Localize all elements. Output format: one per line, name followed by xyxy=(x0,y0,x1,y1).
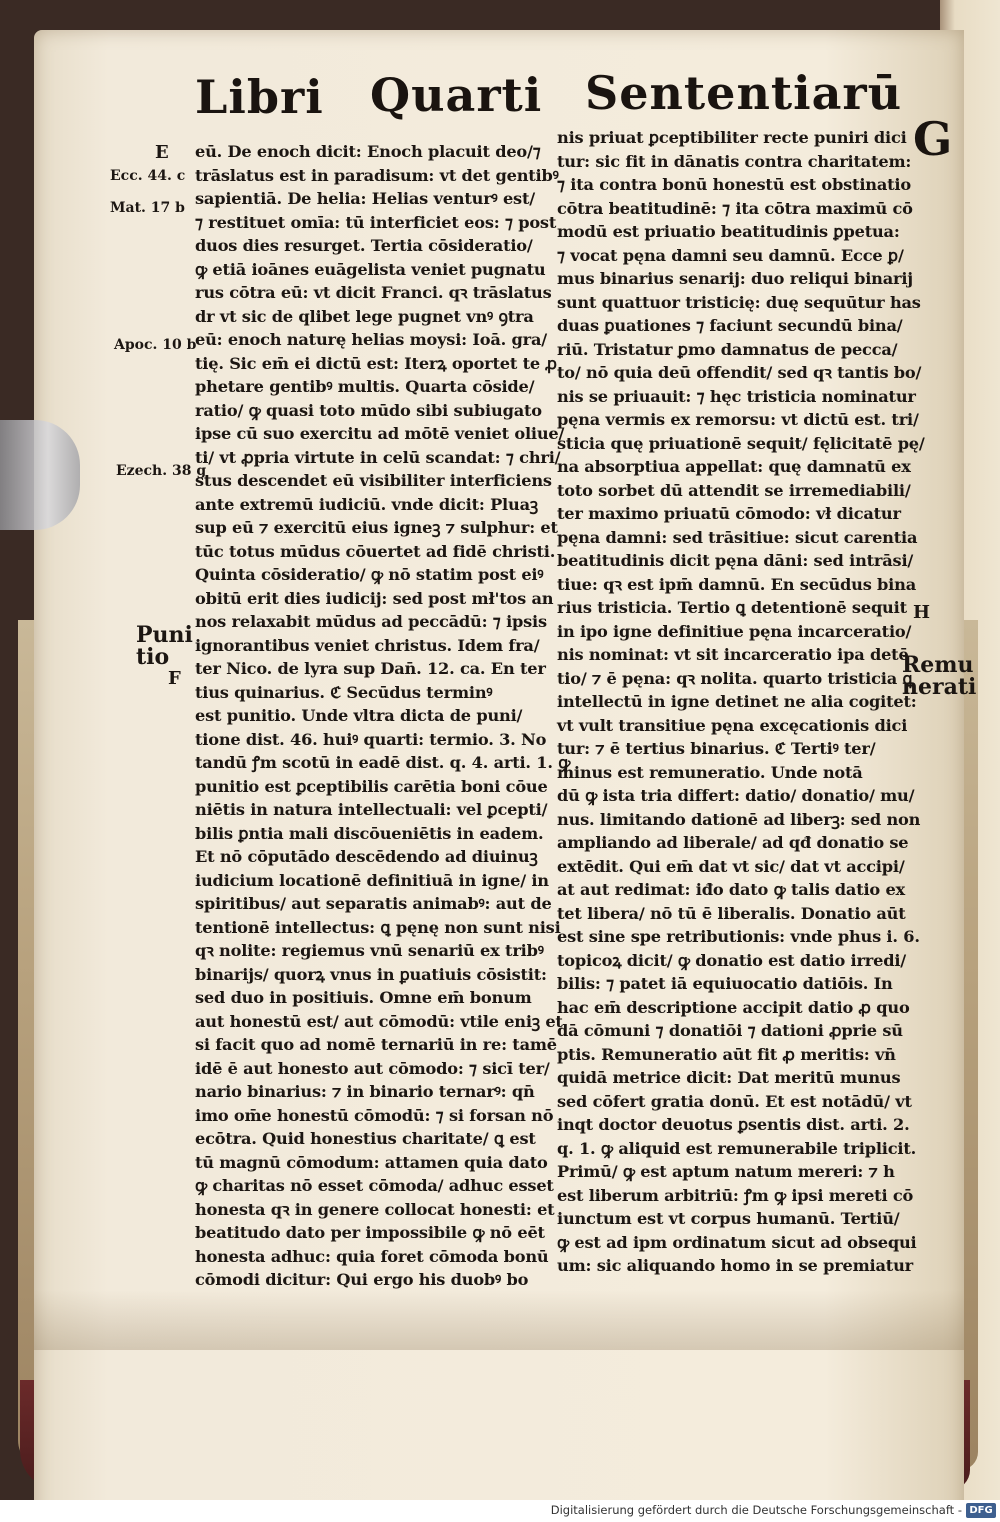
text-line: tū magnū cōmodum: attamen quia dato xyxy=(195,1152,548,1172)
text-line: quidā metrice dicit: Dat meritū munus xyxy=(557,1068,901,1087)
text-line: tet libera/ nō tū ē liberalis. Donatio aūt xyxy=(557,903,906,923)
text-line: nos relaxabit mūdus ad peccādū: ⁊ ipsis xyxy=(195,612,547,631)
text-line: beatitudo dato per impossibile ꝙ nō eēt xyxy=(195,1223,545,1242)
text-line: nis se priuauit: ⁊ hęc tristicia nominatur xyxy=(557,386,916,406)
text-line: to/ nō quia deū offendit/ sed qꝛ tantis bo/ xyxy=(557,363,922,382)
text-line: ꝙ charitas nō esset cōmoda/ adhuc esset xyxy=(195,1176,554,1195)
text-line: niētis in natura intellectuali: vel ꝑcepti/ xyxy=(195,800,548,819)
margin-mark-f: F xyxy=(168,668,181,689)
text-line: modū est priuatio beatitudinis ꝑpetua: xyxy=(557,222,900,241)
right-text-column xyxy=(557,126,925,1278)
text-line: iunctum est vt corpus humanū. Tertiū/ xyxy=(557,1209,900,1228)
text-line: punitio est ꝑceptibilis carētia boni cōue xyxy=(195,776,548,796)
text-line: tūc totus mūdus cōuertet ad fidē christi. xyxy=(195,541,556,561)
text-line: nario binarius: ⁊ in binario ternarꝰ: qn̄ xyxy=(195,1082,535,1101)
text-line: dr vt sic de qlibet lege pugnet vnꝰ ꝯtra xyxy=(195,306,534,326)
header-word-3: Sententiarū xyxy=(585,66,903,120)
book-clip xyxy=(0,420,80,530)
text-line: ꝙ est ad ipm ordinatum sicut ad obsequi xyxy=(557,1232,917,1252)
margin-ref-ezech: Ezech. 38 g xyxy=(116,463,207,479)
text-line: extēdit. Qui em̄ dat vt sic/ dat vt accipi/ xyxy=(557,856,905,876)
text-line: eū: enoch naturę helias moysi: Ioā. gra/ xyxy=(195,330,547,349)
text-line: ratio/ ꝙ quasi toto mūdo sibi subiugato xyxy=(195,400,542,420)
text-line: tentionē intellectus: ꝗ pęnę non sunt nisi xyxy=(195,917,561,937)
text-line: cōmodi dicitur: Qui ergo his duobꝰ bo xyxy=(195,1270,529,1289)
left-text-column xyxy=(195,140,571,1292)
text-line: si facit quo ad nomē ternariū in re: tamē xyxy=(195,1035,557,1054)
text-line: sup eū ⁊ exercitū eius igneꝫ ⁊ sulphur: et xyxy=(195,518,558,537)
text-line: ti/ vt ꝓpria virtute in celū scandat: ⁊ chri/ xyxy=(195,447,561,467)
text-line: sed duo in positiuis. Omne em̄ bonum xyxy=(195,988,532,1007)
text-line: tur: ⁊ ē tertius binarius. ℭ Tertiꝰ ter/ xyxy=(557,739,876,758)
text-line: sticia quę priuationē sequit/ fęlicitatē pę/ xyxy=(557,433,925,453)
text-line: in ipo igne definitiue pęna incarceratio/ xyxy=(557,621,912,641)
margin-punitio-2: tio xyxy=(136,644,170,670)
text-line: tio/ ⁊ ē pęna: qꝛ nolita. quarto tristicia ꝗ xyxy=(557,668,913,688)
text-line: ignorantibus veniet christus. Idem fra/ xyxy=(195,635,540,655)
text-line: Primū/ ꝙ est aptum natum mereri: ⁊ h xyxy=(557,1162,895,1181)
header-word-1: Libri xyxy=(195,70,324,124)
text-line: pęna vermis ex remorsu: vt dictū est. tri/ xyxy=(557,410,919,429)
text-line: eū. De enoch dicit: Enoch placuit deo/⁊ xyxy=(195,142,541,161)
text-line: aut honestū est/ aut cōmodū: vtile eniꝫ et xyxy=(195,1011,563,1031)
margin-remun-1: Remu xyxy=(902,652,974,678)
text-line: honesta qꝛ in genere collocat honesti: et xyxy=(195,1199,555,1219)
text-line: sunt quattuor tristicię: duę sequūtur has xyxy=(557,292,921,312)
text-line: dū ꝙ ista tria differt: datio/ donatio/ mu/ xyxy=(557,786,915,805)
text-line: tię. Sic em̄ ei dictū est: Iterꝝ oportet te ꝓ xyxy=(195,353,557,373)
text-line: dā cōmuni ⁊ donatiōi ⁊ dationi ꝓprie sū xyxy=(557,1021,903,1040)
text-line: Quinta cōsideratio/ ꝙ nō statim post eiꝰ xyxy=(195,565,544,584)
text-line: trāslatus est in paradisum: vt det gentibꝰ xyxy=(195,165,559,185)
text-line: bilis ꝑntia mali discōueniētis in eadem. xyxy=(195,823,544,843)
text-line: na absorptiua appellat: quę damnatū ex xyxy=(557,457,911,476)
text-line: est sine spe retributionis: vnde phus i. 6. xyxy=(557,927,920,946)
text-line: idē ē aut honesto aut cōmodo: ⁊ sicī ter/ xyxy=(195,1058,550,1078)
text-line: topicoꝝ dicit/ ꝙ donatio est datio irredi/ xyxy=(557,950,906,970)
text-line: nus. limitando dationē ad liberꝫ: sed non xyxy=(557,809,921,829)
margin-remun-2: nerati xyxy=(902,674,977,700)
footer-bar xyxy=(0,1500,1000,1522)
text-line: ante extremū iudiciū. vnde dicit: Pluaꝫ xyxy=(195,494,538,514)
text-line: tius quinarius. ℭ Secūdus terminꝰ xyxy=(195,682,493,702)
text-line: beatitudinis dicit pęna dāni: sed intrāsi/ xyxy=(557,551,914,570)
text-line: tandū ꝭm scotū in eadē dist. q. 4. arti. 1. ꝙ xyxy=(195,753,571,772)
margin-mark-e: E xyxy=(155,142,169,163)
text-line: ⁊ ita contra bonū honestū est obstinatio xyxy=(557,175,911,194)
text-line: stus descendet eū visibiliter interficiens xyxy=(195,471,552,490)
page-shadow xyxy=(34,1290,964,1350)
text-line: minus est remuneratio. Unde notā xyxy=(557,762,863,782)
text-line: rus cōtra eū: vt dicit Franci. qꝛ trāslatus xyxy=(195,283,552,302)
text-line: nis priuat ꝑceptibiliter recte puniri dici xyxy=(557,128,907,147)
text-line: duas ꝑuationes ⁊ faciunt secundū bina/ xyxy=(557,316,903,335)
text-line: obitū erit dies iudicij: sed post mł'tos an xyxy=(195,588,554,608)
text-line: nis nominat: vt sit incarceratio ipa detē xyxy=(557,645,909,664)
text-line: tur: sic fit in dānatis contra charitatem: xyxy=(557,151,912,171)
text-line: binarijs/ quorꝝ vnus in ꝑuatiuis cōsistit: xyxy=(195,964,547,984)
text-line: at aut redimat: iđo dato ꝙ talis datio ex xyxy=(557,880,906,899)
text-line: tiue: qꝛ est ipm̄ damnū. En secūdus bina xyxy=(557,574,916,594)
text-line: ⁊ vocat pęna damni seu damnū. Ecce ꝑ/ xyxy=(557,245,904,265)
margin-ref-apoc: Apoc. 10 b xyxy=(114,337,197,353)
text-line: est liberum arbitriū: ꝭm ꝙ ipsi mereti cō xyxy=(557,1185,914,1205)
text-line: toto sorbet dū attendit se irremediabili/ xyxy=(557,480,911,500)
text-line: ipse cū suo exercitu ad mōtē veniet oliue/ xyxy=(195,424,565,443)
text-line: duos dies resurget. Tertia cōsideratio/ xyxy=(195,236,533,255)
margin-punitio-1: Puni xyxy=(136,622,193,648)
margin-ref-mat: Mat. 17 b xyxy=(110,200,185,216)
header-word-2: Quarti xyxy=(370,68,543,122)
text-line: riū. Tristatur ꝑmo damnatus de pecca/ xyxy=(557,339,898,359)
text-line: pęna damni: sed trāsitiue: sicut carentia xyxy=(557,527,918,547)
text-line: tione dist. 46. huiꝰ quarti: termio. 3. No xyxy=(195,729,547,749)
text-line: mus binarius senarij: duo reliqui binarij xyxy=(557,269,913,288)
text-line: ecōtra. Quid honestius charitate/ ꝗ est xyxy=(195,1129,536,1148)
text-line: ter Nico. de lyra sup Dan̄. 12. ca. En ter xyxy=(195,659,546,678)
text-line: phetare gentibꝰ multis. Quarta cōside/ xyxy=(195,377,535,396)
text-line: intellectū in igne detinet ne alia cogitet: xyxy=(557,692,917,711)
folio-mark: G xyxy=(913,112,954,166)
text-line: cōtra beatitudinē: ⁊ ita cōtra maximū cō xyxy=(557,198,913,218)
margin-ref-eccl: Ecc. 44. c xyxy=(110,168,186,184)
text-line: q. 1. ꝙ aliquid est remunerabile triplicit. xyxy=(557,1138,917,1158)
text-line: inqt doctor deuotus ꝑsentis dist. arti. 2. xyxy=(557,1115,910,1134)
footer-credit: Digitalisierung gefördert durch die Deutsche Forschungsgemeinschaft - xyxy=(550,1503,962,1517)
text-line: ⁊ restituet omīa: tū interficiet eos: ⁊ post xyxy=(195,212,557,232)
text-line: hac em̄ descriptione accipit datio ꝓ quo xyxy=(557,997,910,1017)
margin-mark-h: H xyxy=(913,602,931,623)
text-line: rius tristicia. Tertio ꝗ detentionē sequit xyxy=(557,598,907,617)
text-line: qꝛ nolite: regiemus vnū senariū ex tribꝰ xyxy=(195,941,544,960)
text-line: bilis: ⁊ patet iā equiuocatio datiōis. In xyxy=(557,974,893,993)
text-line: est punitio. Unde vltra dicta de puni/ xyxy=(195,706,523,725)
text-line: Et nō cōputādo descēdendo ad diuinuꝫ xyxy=(195,847,538,866)
text-line: ptis. Remuneratio aūt fit ꝓ meritis: vn̄ xyxy=(557,1044,896,1064)
text-line: spiritibus/ aut separatis animabꝰ: aut de xyxy=(195,894,552,913)
text-line: honesta adhuc: quia foret cōmoda bonū xyxy=(195,1246,549,1266)
text-line: sapientiā. De helia: Helias venturꝰ est/ xyxy=(195,189,535,208)
text-line: iudicium locationē definitiuā in igne/ in xyxy=(195,870,549,890)
text-line: vt vult transitiue pęna excęcationis dici xyxy=(557,715,908,735)
text-line: ter maximo priuatū cōmodo: vł dicatur xyxy=(557,504,901,523)
text-line: imo om̄e honestū cōmodū: ⁊ si forsan nō xyxy=(195,1105,554,1125)
text-line: um: sic aliquando homo in se premiatur xyxy=(557,1256,913,1275)
dfg-logo: DFG xyxy=(966,1503,996,1518)
text-line: sed cōfert gratia donū. Et est notādū/ vt xyxy=(557,1091,912,1111)
text-line: ꝙ etiā ioānes euāgelista veniet pugnatu xyxy=(195,259,546,279)
text-line: ampliando ad liberale/ ad qđ donatio se xyxy=(557,833,909,852)
